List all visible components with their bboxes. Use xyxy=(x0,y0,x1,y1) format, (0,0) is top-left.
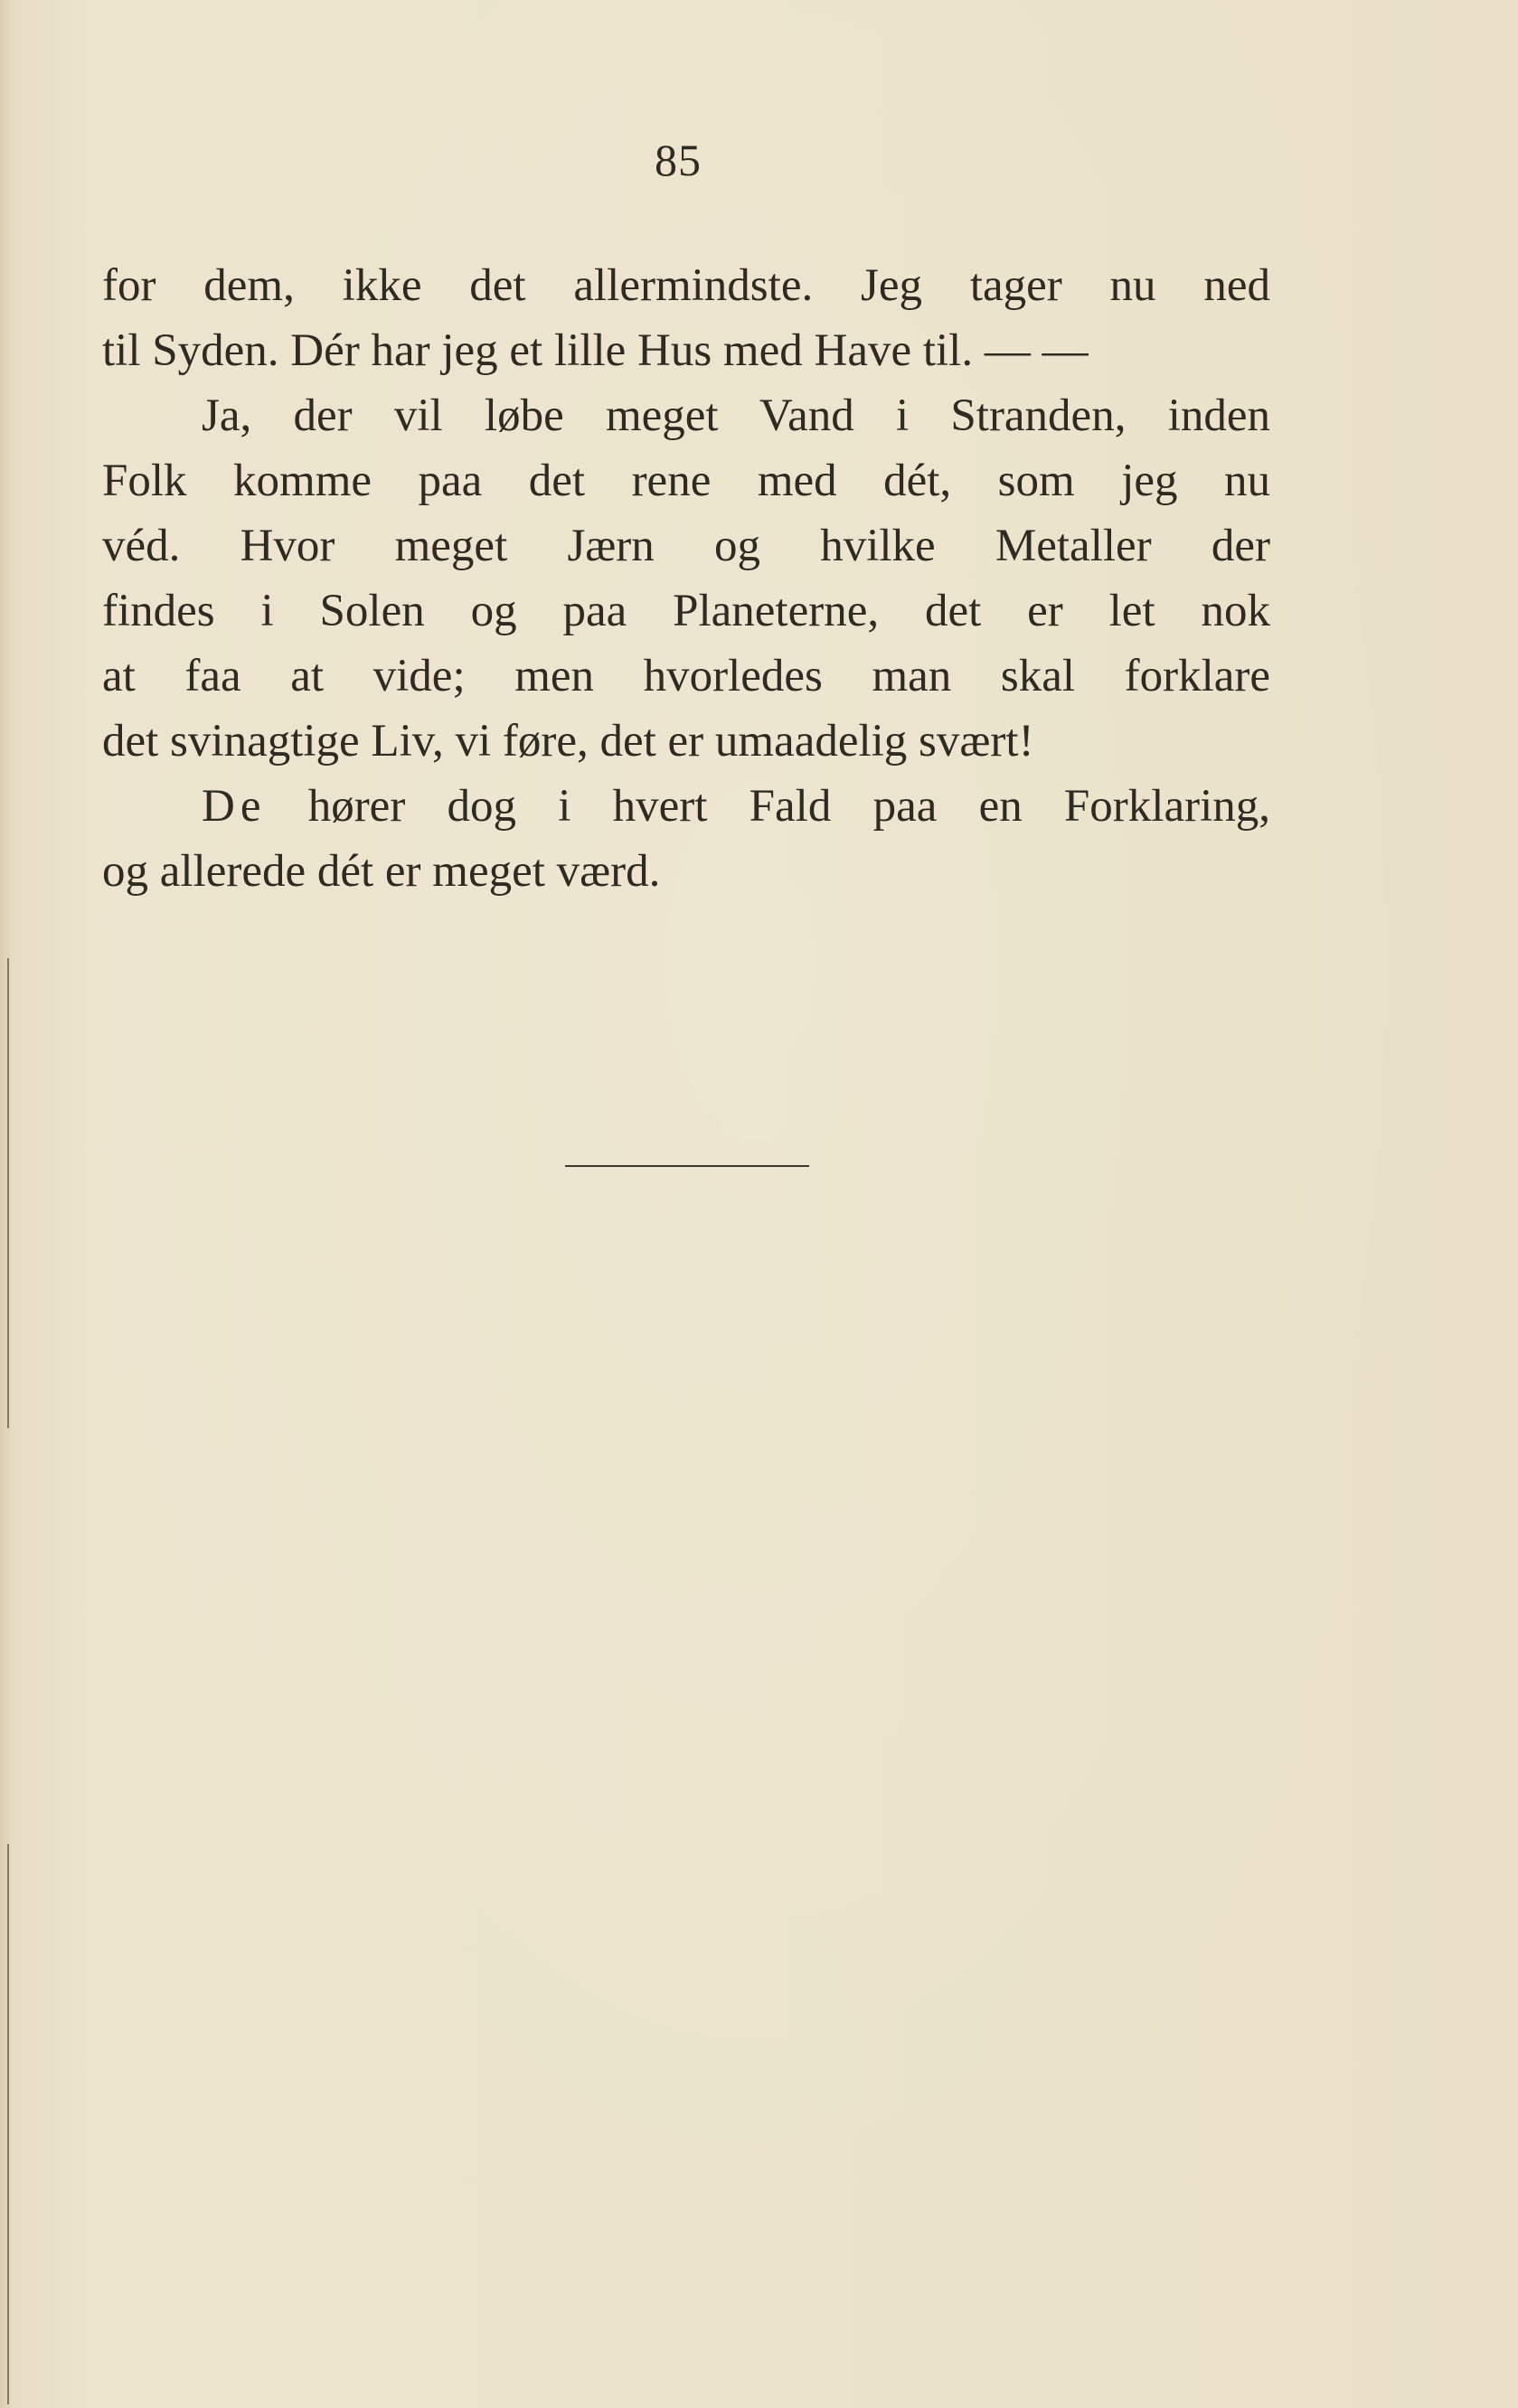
text-line: at faa at vide; men hvorledes man skal forklare xyxy=(102,651,1270,701)
text-line: og allerede dét er meget værd. xyxy=(102,846,661,897)
text-line: véd. Hvor meget Jærn og hvilke Metaller der xyxy=(102,521,1270,571)
text-line: det svinagtige Liv, vi føre, det er umaadelig svært! xyxy=(102,716,1034,767)
end-rule xyxy=(565,1165,809,1167)
text-line: Ja, der vil løbe meget Vand i Stranden, inden xyxy=(202,390,1270,441)
text-line-rest: hører dog i hvert Fald paa en Forklaring, xyxy=(266,781,1270,832)
text-line: for dem, ikke det allermindste. Jeg tager nu ned xyxy=(102,260,1270,311)
binding-edge xyxy=(0,0,13,2408)
binding-mark xyxy=(7,958,9,1428)
body-text xyxy=(102,253,1270,904)
spaced-word: De xyxy=(202,781,267,832)
text-line: til Syden. Dér har jeg et lille Hus med Have til. — — xyxy=(102,325,1089,376)
page-number: 85 xyxy=(655,135,702,185)
text-line: Folk komme paa det rene med dét, som jeg nu xyxy=(102,456,1270,506)
text-line xyxy=(102,774,1270,839)
text-line: findes i Solen og paa Planeterne, det er let nok xyxy=(102,586,1270,636)
binding-mark xyxy=(7,1844,9,2404)
